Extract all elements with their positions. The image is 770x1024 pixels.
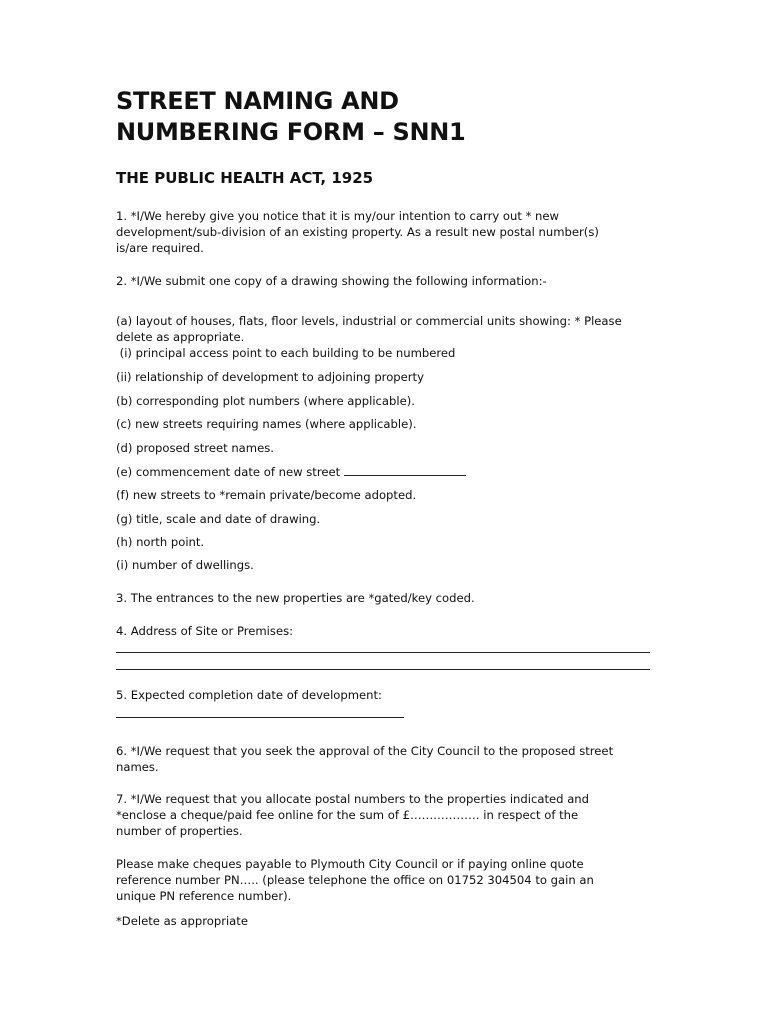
- text-line: is/are required.: [116, 241, 204, 256]
- text-line: development/sub-division of an existing property. As a result new postal number(s): [116, 225, 599, 240]
- list-item: (f) new streets to *remain private/become adopted.: [116, 488, 417, 502]
- notice-paragraph: [116, 208, 656, 257]
- page-title: [116, 86, 676, 148]
- list-item: (g) title, scale and date of drawing.: [116, 512, 321, 526]
- text-line: *enclose a cheque/paid fee online for the sum of £……………… in respect of the: [116, 808, 579, 823]
- text-line: reference number PN….. (please telephone the office on 01752 304504 to gain an: [116, 873, 594, 888]
- list-item-commencement: [116, 463, 656, 480]
- list-item: (i) number of dwellings.: [116, 558, 254, 572]
- postal-numbers-paragraph: [116, 791, 656, 840]
- text-line: delete as appropriate.: [116, 330, 245, 345]
- drawing-paragraph: 2. *I/We submit one copy of a drawing showing the following information:-: [116, 274, 547, 288]
- title-line: STREET NAMING AND: [116, 87, 399, 115]
- text-line: 1. *I/We hereby give you notice that it is my/our intention to carry out * new: [116, 209, 560, 223]
- list-item-label: (e) commencement date of new street: [116, 465, 341, 479]
- text-line: (a) layout of houses, flats, floor levels, industrial or commercial units showing: * Please: [116, 314, 622, 328]
- entrances-paragraph: 3. The entrances to the new properties are *gated/key coded.: [116, 591, 475, 605]
- text-line: number of properties.: [116, 824, 243, 839]
- delete-footnote: *Delete as appropriate: [116, 914, 248, 928]
- text-line: names.: [116, 760, 159, 775]
- address-label: 4. Address of Site or Premises:: [116, 624, 294, 638]
- completion-date-field[interactable]: [116, 717, 404, 718]
- list-item: (d) proposed street names.: [116, 441, 274, 455]
- payment-paragraph: [116, 856, 656, 905]
- item-a-layout: [116, 313, 656, 362]
- text-line: unique PN reference number).: [116, 889, 292, 904]
- list-item: (b) corresponding plot numbers (where applicable).: [116, 394, 415, 408]
- list-item: (c) new streets requiring names (where applicable).: [116, 417, 417, 431]
- text-line: 6. *I/We request that you seek the approval of the City Council to the proposed street: [116, 744, 614, 758]
- street-approval-paragraph: [116, 743, 656, 775]
- text-line: Please make cheques payable to Plymouth City Council or if paying online quote: [116, 857, 584, 871]
- address-field-line-2[interactable]: [116, 669, 650, 670]
- act-subtitle: THE PUBLIC HEALTH ACT, 1925: [116, 169, 374, 187]
- text-line: 7. *I/We request that you allocate postal numbers to the properties indicated and: [116, 792, 589, 806]
- list-item: (h) north point.: [116, 535, 205, 549]
- title-line: NUMBERING FORM – SNN1: [116, 118, 466, 146]
- list-item: (ii) relationship of development to adjoining property: [116, 370, 424, 384]
- text-line: (i) principal access point to each building to be numbered: [116, 346, 456, 361]
- address-field-line-1[interactable]: [116, 652, 650, 653]
- commencement-date-field[interactable]: [344, 463, 466, 476]
- completion-date-label: 5. Expected completion date of development:: [116, 688, 382, 702]
